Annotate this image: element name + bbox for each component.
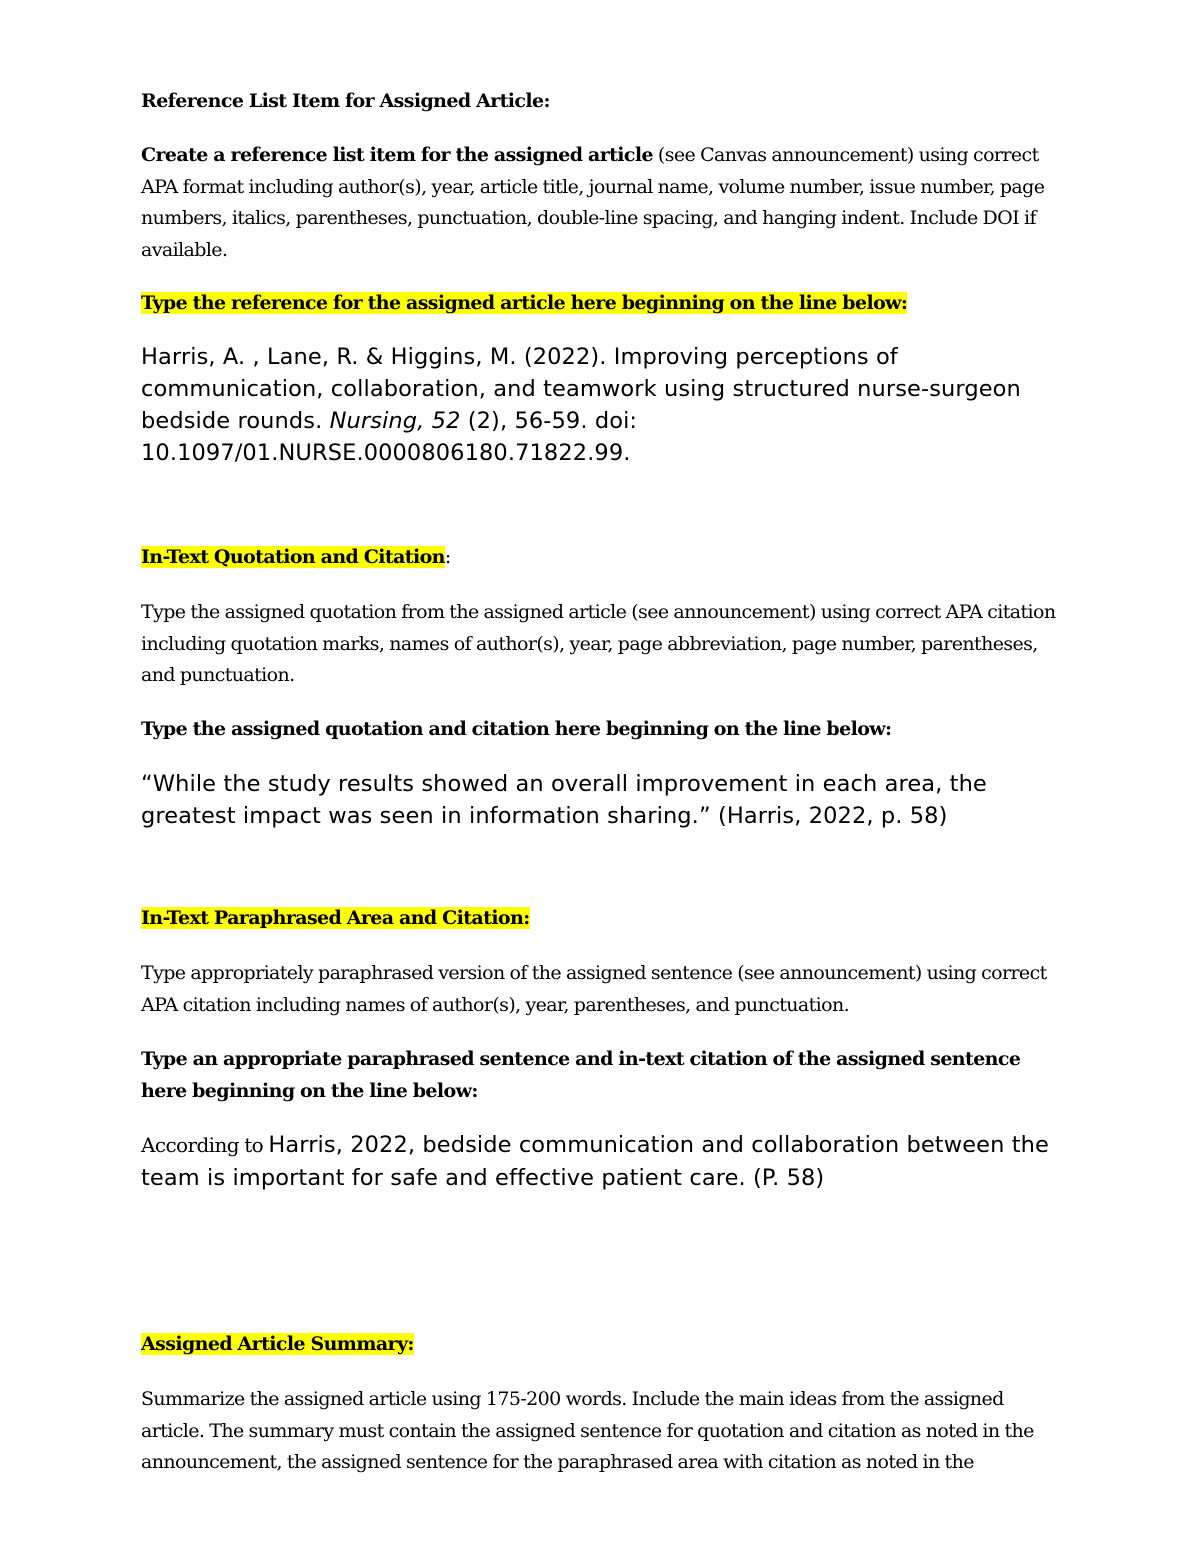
summary-section-heading <box>141 1329 1071 1361</box>
summary-instruction: Summarize the assigned article using 175-200 words. Include the main ideas from the assigned article. The summary must contain the assigned sentence for quotation and citation as noted in the announcement, the assigned sentence for the paraphrased area with citation as noted in the <box>141 1388 1034 1473</box>
paraphrase-instruction: Type appropriately paraphrased version of the assigned sentence (see announcement) using correct APA citation including names of author(s), year, parentheses, and punctuation. <box>141 962 1047 1016</box>
reference-instruction <box>141 140 1071 266</box>
reference-instruction-rest: (see Canvas announcement) using correct APA format including author(s), year, article title, journal name, volume number, issue number, page numbers, italics, parentheses, punctuation, double-line spacing, and hanging indent. Include DOI if available. <box>141 144 1045 261</box>
quotation-heading-highlight: In-Text Quotation and Citation <box>141 546 445 568</box>
summary-heading-highlight: Assigned Article Summary: <box>141 1333 414 1355</box>
paraphrase-prompt: Type an appropriate paraphrased sentence and in-text citation of the assigned sentence here beginning on the line below: <box>141 1048 1021 1102</box>
paraphrase-answer-lead: According to <box>141 1133 269 1157</box>
reference-prompt <box>141 288 1071 320</box>
paraphrase-answer <box>141 1129 1071 1194</box>
quotation-section-heading <box>141 542 1071 574</box>
reference-answer-journal: Nursing, 52 <box>329 408 461 434</box>
quotation-answer: “While the study results showed an overall improvement in each area, the greatest impact was seen in information sharing.” (Harris, 2022, p. 58) <box>141 771 987 829</box>
paraphrase-answer-rest: Harris, 2022, bedside communication and collaboration between the team is important for safe and effective patient care. (P. 58) <box>141 1132 1049 1191</box>
reference-section-heading: Reference List Item for Assigned Article: <box>141 90 550 112</box>
quotation-heading-suffix: : <box>444 546 451 568</box>
paraphrase-heading-highlight: In-Text Paraphrased Area and Citation: <box>141 907 530 929</box>
reference-answer-tail: (2), 56-59. doi: 10.1097/01.NURSE.0000806180.71822.99. <box>141 408 638 466</box>
quotation-prompt: Type the assigned quotation and citation here beginning on the line below: <box>141 718 892 740</box>
reference-instruction-bold: Create a reference list item for the assigned article <box>141 144 653 166</box>
paraphrase-section-heading <box>141 903 1071 935</box>
reference-prompt-highlight: Type the reference for the assigned article here beginning on the line below: <box>141 292 908 314</box>
reference-answer <box>141 341 1071 469</box>
quotation-instruction: Type the assigned quotation from the assigned article (see announcement) using correct APA citation including quotation marks, names of author(s), year, page abbreviation, page number, parentheses, and punctuation. <box>141 601 1056 686</box>
reference-answer-main: Harris, A. , Lane, R. & Higgins, M. (2022). Improving perceptions of communication, collaboration, and teamwork using structured nurse-surgeon bedside rounds. <box>141 344 1021 434</box>
